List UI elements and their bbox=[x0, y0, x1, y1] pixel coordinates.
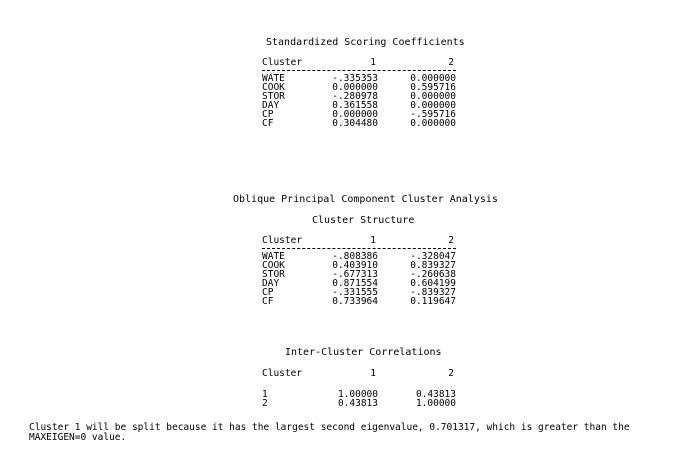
row-value-2: -.260638 bbox=[410, 269, 456, 280]
row-value-2: 1.00000 bbox=[415, 398, 456, 409]
row-value-2: -.328047 bbox=[410, 251, 456, 262]
structure-table bbox=[262, 235, 456, 306]
row-value-2: 0.43813 bbox=[415, 389, 456, 400]
header-col-1: 1 bbox=[370, 235, 376, 246]
row-value-1: -.677313 bbox=[332, 269, 378, 280]
row-value-1: 0.733964 bbox=[332, 296, 378, 307]
correlations-table bbox=[262, 368, 456, 408]
table-header bbox=[262, 235, 456, 247]
row-value-2: 0.604199 bbox=[410, 278, 456, 289]
row-label: WATE bbox=[262, 73, 285, 84]
header-col-1: 1 bbox=[370, 368, 376, 379]
row-label: CP bbox=[262, 287, 274, 298]
row-value-1: 0.304480 bbox=[332, 118, 378, 129]
row-label: 1 bbox=[262, 389, 268, 400]
row-value-2: 0.000000 bbox=[410, 73, 456, 84]
row-value-1: 0.361558 bbox=[332, 100, 378, 111]
correlations-title: Inter-Cluster Correlations bbox=[285, 347, 442, 358]
header-cluster: Cluster bbox=[262, 235, 303, 246]
row-label: CF bbox=[262, 118, 274, 129]
row-value-2: 0.000000 bbox=[410, 118, 456, 129]
split-note: Cluster 1 will be split because it has the largest second eigenvalue, 0.701317, which is greater than the MAXEIGEN=0 value. bbox=[29, 422, 630, 443]
row-label: COOK bbox=[262, 82, 285, 93]
row-value-1: -.280978 bbox=[332, 91, 378, 102]
row-value-2: 0.839327 bbox=[410, 260, 456, 271]
scoring-table bbox=[262, 57, 456, 128]
row-label: DAY bbox=[262, 278, 280, 289]
row-label: COOK bbox=[262, 260, 285, 271]
row-value-2: 0.595716 bbox=[410, 82, 456, 93]
row-value-1: 0.871554 bbox=[332, 278, 378, 289]
analysis-title: Oblique Principal Component Cluster Analysis bbox=[233, 194, 498, 205]
structure-title: Cluster Structure bbox=[312, 215, 415, 226]
row-value-1: 0.43813 bbox=[337, 398, 378, 409]
header-cluster: Cluster bbox=[262, 57, 303, 68]
row-value-2: 0.000000 bbox=[410, 91, 456, 102]
dashed-divider bbox=[262, 248, 456, 249]
row-value-2: 0.119647 bbox=[410, 296, 456, 307]
table-header bbox=[262, 57, 456, 69]
row-value-1: 0.403910 bbox=[332, 260, 378, 271]
row-value-1: -.808386 bbox=[332, 251, 378, 262]
row-value-1: 1.00000 bbox=[337, 389, 378, 400]
row-value-1: 0.000000 bbox=[332, 109, 378, 120]
row-value-1: 0.000000 bbox=[332, 82, 378, 93]
row-value-1: -.335353 bbox=[332, 73, 378, 84]
scoring-title: Standardized Scoring Coefficients bbox=[266, 37, 465, 48]
header-col-1: 1 bbox=[370, 57, 376, 68]
header-col-2: 2 bbox=[448, 368, 454, 379]
row-label: CF bbox=[262, 296, 274, 307]
row-value-2: 0.000000 bbox=[410, 100, 456, 111]
row-label: STOR bbox=[262, 269, 285, 280]
header-cluster: Cluster bbox=[262, 368, 303, 379]
row-value-1: -.331555 bbox=[332, 287, 378, 298]
table-row bbox=[262, 297, 456, 306]
table-row bbox=[262, 399, 456, 408]
table-header bbox=[262, 368, 456, 380]
row-label: 2 bbox=[262, 398, 268, 409]
table-row bbox=[262, 119, 456, 128]
row-label: DAY bbox=[262, 100, 280, 111]
row-value-2: -.839327 bbox=[410, 287, 456, 298]
header-col-2: 2 bbox=[448, 57, 454, 68]
row-label: WATE bbox=[262, 251, 285, 262]
row-label: STOR bbox=[262, 91, 285, 102]
row-value-2: -.595716 bbox=[410, 109, 456, 120]
row-label: CP bbox=[262, 109, 274, 120]
dashed-divider bbox=[262, 70, 456, 71]
header-col-2: 2 bbox=[448, 235, 454, 246]
